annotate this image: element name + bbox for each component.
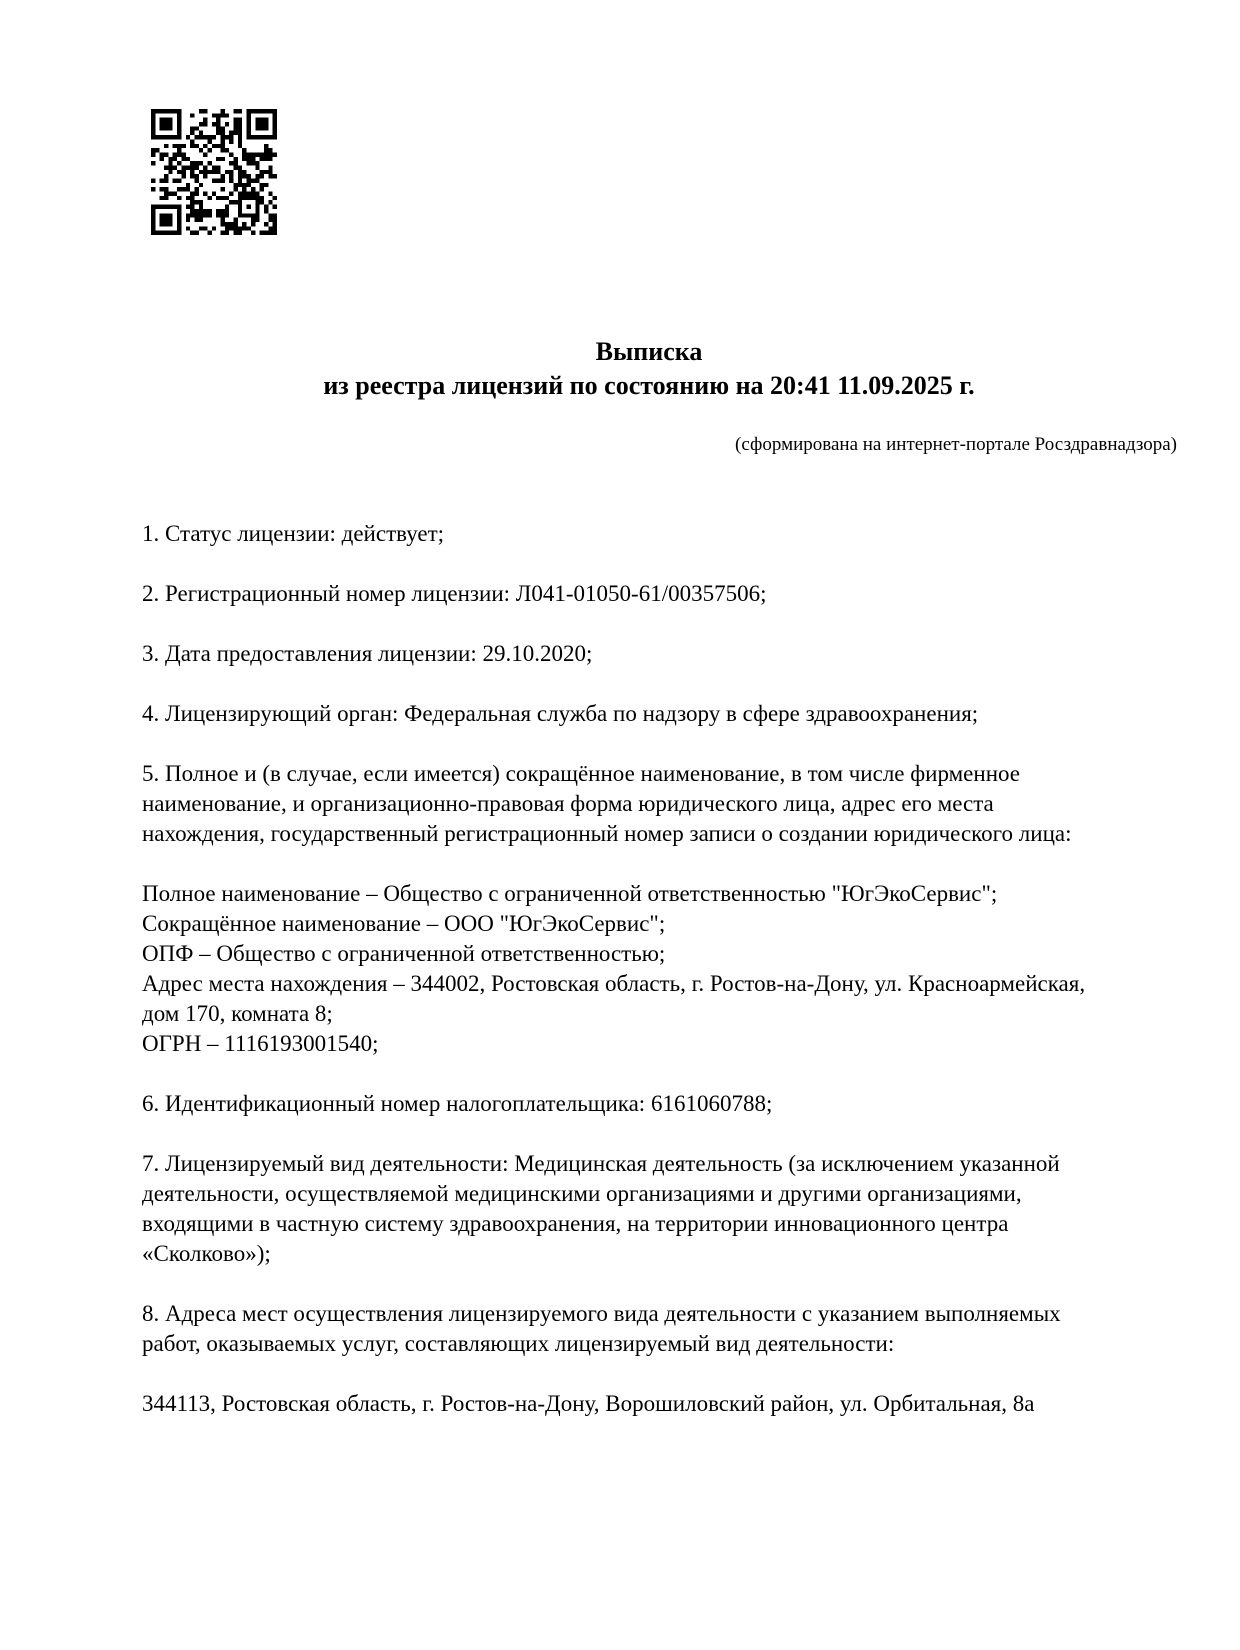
paragraph-status [142,519,1202,549]
document-line: 8. Адреса мест осуществления лицензируемого вида деятельности с указанием выполняемых [142,1301,1061,1326]
document-line: 5. Полное и (в случае, если имеется) сокращённое наименование, в том числе фирменное [142,761,1020,786]
paragraph-entity-details [142,879,1202,1059]
document-line: входящими в частную систему здравоохранения, на территории инновационного центра [142,1211,1009,1236]
paragraph-licensing-authority [142,699,1202,729]
document-line: дом 170, комната 8; [142,1001,333,1026]
document-body [142,519,1202,1449]
document-line: 344113, Ростовская область, г. Ростов-на-Дону, Ворошиловский район, ул. Орбитальная, 8а [142,1391,1035,1416]
document-line: ОПФ – Общество с ограниченной ответственностью; [142,941,666,966]
document-line: деятельности, осуществляемой медицинскими организациями и другими организациями, [142,1181,1022,1206]
document-line: нахождения, государственный регистрационный номер записи о создании юридического лица: [142,821,1072,846]
document-line: 1. Статус лицензии: действует; [142,521,445,546]
document-line: наименование, и организационно-правовая форма юридического лица, адрес его места [142,791,994,816]
document-line: работ, оказываемых услуг, составляющих лицензируемый вид деятельности: [142,1331,895,1356]
document-line: 7. Лицензируемый вид деятельности: Медицинская деятельность (за исключением указанной [142,1151,1060,1176]
paragraph-activity-type [142,1149,1202,1269]
document-line: Полное наименование – Общество с ограниченной ответственностью "ЮгЭкоСервис"; [142,881,998,906]
document-line: «Сколково»); [142,1241,271,1266]
document-line: 2. Регистрационный номер лицензии: Л041-01050-61/00357506; [142,581,767,606]
paragraph-activity-address [142,1389,1202,1419]
document-line: 3. Дата предоставления лицензии: 29.10.2020; [142,641,593,666]
paragraph-addresses-intro [142,1299,1202,1359]
paragraph-reg-number [142,579,1202,609]
qr-code-icon [151,109,277,235]
document-line: 6. Идентификационный номер налогоплательщика: 6161060788; [142,1091,773,1116]
title-line-1: Выписка [595,337,703,366]
document-subtitle: (сформирована на интернет-портале Росздравнадзора) [735,434,1177,455]
document-line: Сокращённое наименование – ООО "ЮгЭкоСервис"; [142,911,666,936]
document-line: ОГРН – 1116193001540; [142,1031,379,1056]
document-title [142,335,1156,403]
paragraph-inn [142,1089,1202,1119]
paragraph-grant-date [142,639,1202,669]
title-line-2: из реестра лицензий по состоянию на 20:41 11.09.2025 г. [323,371,975,400]
paragraph-entity-names-intro [142,759,1202,849]
document-line: 4. Лицензирующий орган: Федеральная служба по надзору в сфере здравоохранения; [142,701,979,726]
document-line: Адрес места нахождения – 344002, Ростовская область, г. Ростов-на-Дону, ул. Красноармейская, [142,971,1086,996]
